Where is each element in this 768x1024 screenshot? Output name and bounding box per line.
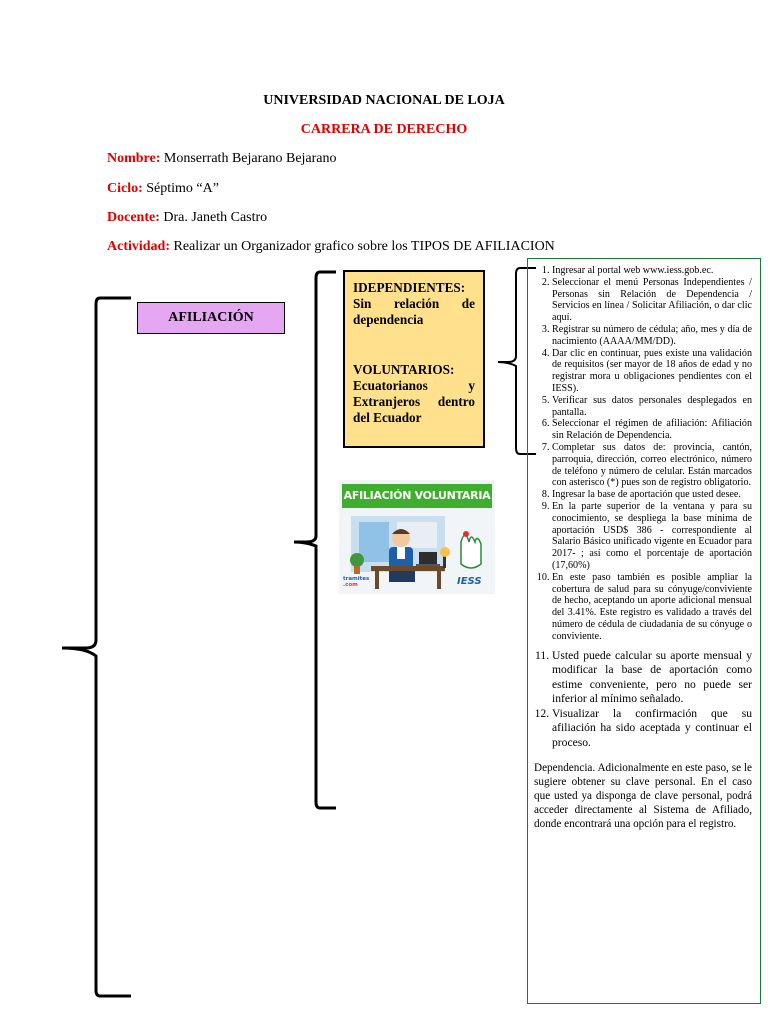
list-item: 12. Visualizar la confirmación que su afiliación ha sido aceptada y continuar el proceso. [552,707,752,751]
list-item: 7. Completar sus datos de: provincia, cantón, parroquia, dirección, correo electrónico, número de teléfono y número de celular. Están marcados con asterisco (*) pues son de registro obligatorio. [552,442,752,489]
career-title: CARRERA DE DERECHO [300,122,468,137]
list-item: 5. Verificar sus datos personales desplegados en pantalla. [552,395,752,419]
independientes-text: IDEPENDIENTES: Sin relación de dependencia [353,280,475,327]
steps-box [527,258,761,1004]
field-label: Ciclo: [107,181,143,196]
steps-list [534,265,752,643]
types-box [343,270,485,448]
image-banner: AFILIACIÓN VOLUNTARIA [342,484,492,508]
list-item: 10. En este paso también es posible ampliar la cobertura de salud para su cónyuge/conviviente de hecho, aceptando un aporte adicional mensual del 3.41%. Este registro es validado a través del número de cédula de ciudadanía de su cónyuge o conviviente. [552,572,752,643]
main-brace [62,298,131,996]
field-label: Nombre: [107,151,161,166]
list-item: 2. Seleccionar el menú Personas Independientes / Personas sin Relación de Dependencia / Servicios en línea / Solicitar Afiliación, o dar clic aquí. [552,277,752,324]
voluntarios-text: VOLUNTARIOS: Ecuatorianos y Extranjeros dentro del Ecuador [353,362,475,425]
list-item: 4. Dar clic en continuar, pues existe una validación de requisitos (ser mayor de 18 años de edad y no registrar mora u obligaciones pendientes con el IESS). [552,348,752,395]
list-item: 6. Seleccionar el régimen de afiliación: Afiliación sin Relación de Dependencia. [552,418,752,442]
dependencia-note: Dependencia. Adicionalmente en este paso, se le sugiere obtener su clave personal. En el caso que usted ya disponga de clave personal, podrá acceder directamente al Sistema de Afiliado, donde encontrará una opción para el registro. [534,761,752,830]
field-value: Monserrath Bejarano Bejarano [160,151,337,166]
field-value: Séptimo “A” [142,181,219,196]
field-label: Actividad: [107,239,170,254]
list-item: 11. Usted puede calcular su aporte mensual y modificar la base de aportación como estime conveniente, pero no puede ser inferior al mínimo señalado. [552,649,752,707]
university-title: UNIVERSIDAD NACIONAL DE LOJA [263,93,505,108]
afiliacion-voluntaria-image [339,480,495,594]
second-brace [294,272,336,808]
tramites-com: .com [343,582,358,588]
list-item: 3. Registrar su número de cédula; año, mes y día de nacimiento (AAAA/MM/DD). [552,324,752,348]
list-item: 9. En la parte superior de la ventana y para su conocimiento, se despliega la base mínima de aportación USD$ 386 - correspondiente al Salario Básico unificado vigente en Ecuador para 2017- ; así como el porcentaje de aportación (17,60%) [552,501,752,572]
steps-list-large [534,649,752,751]
tramites-label [343,576,369,588]
field-label: Docente: [107,210,160,225]
field-value: Realizar un Organizador grafico sobre los TIPOS DE AFILIACION [170,239,555,254]
field-value: Dra. Janeth Castro [159,210,268,225]
afiliacion-node: AFILIACIÓN [137,302,285,334]
iess-logo-text: IESS [457,576,482,587]
list-item: 1. Ingresar al portal web www.iess.gob.ec. [552,265,752,277]
tramites-text: tramites [343,576,370,582]
list-item: 8. Ingresar la base de aportación que usted desee. [552,489,752,501]
